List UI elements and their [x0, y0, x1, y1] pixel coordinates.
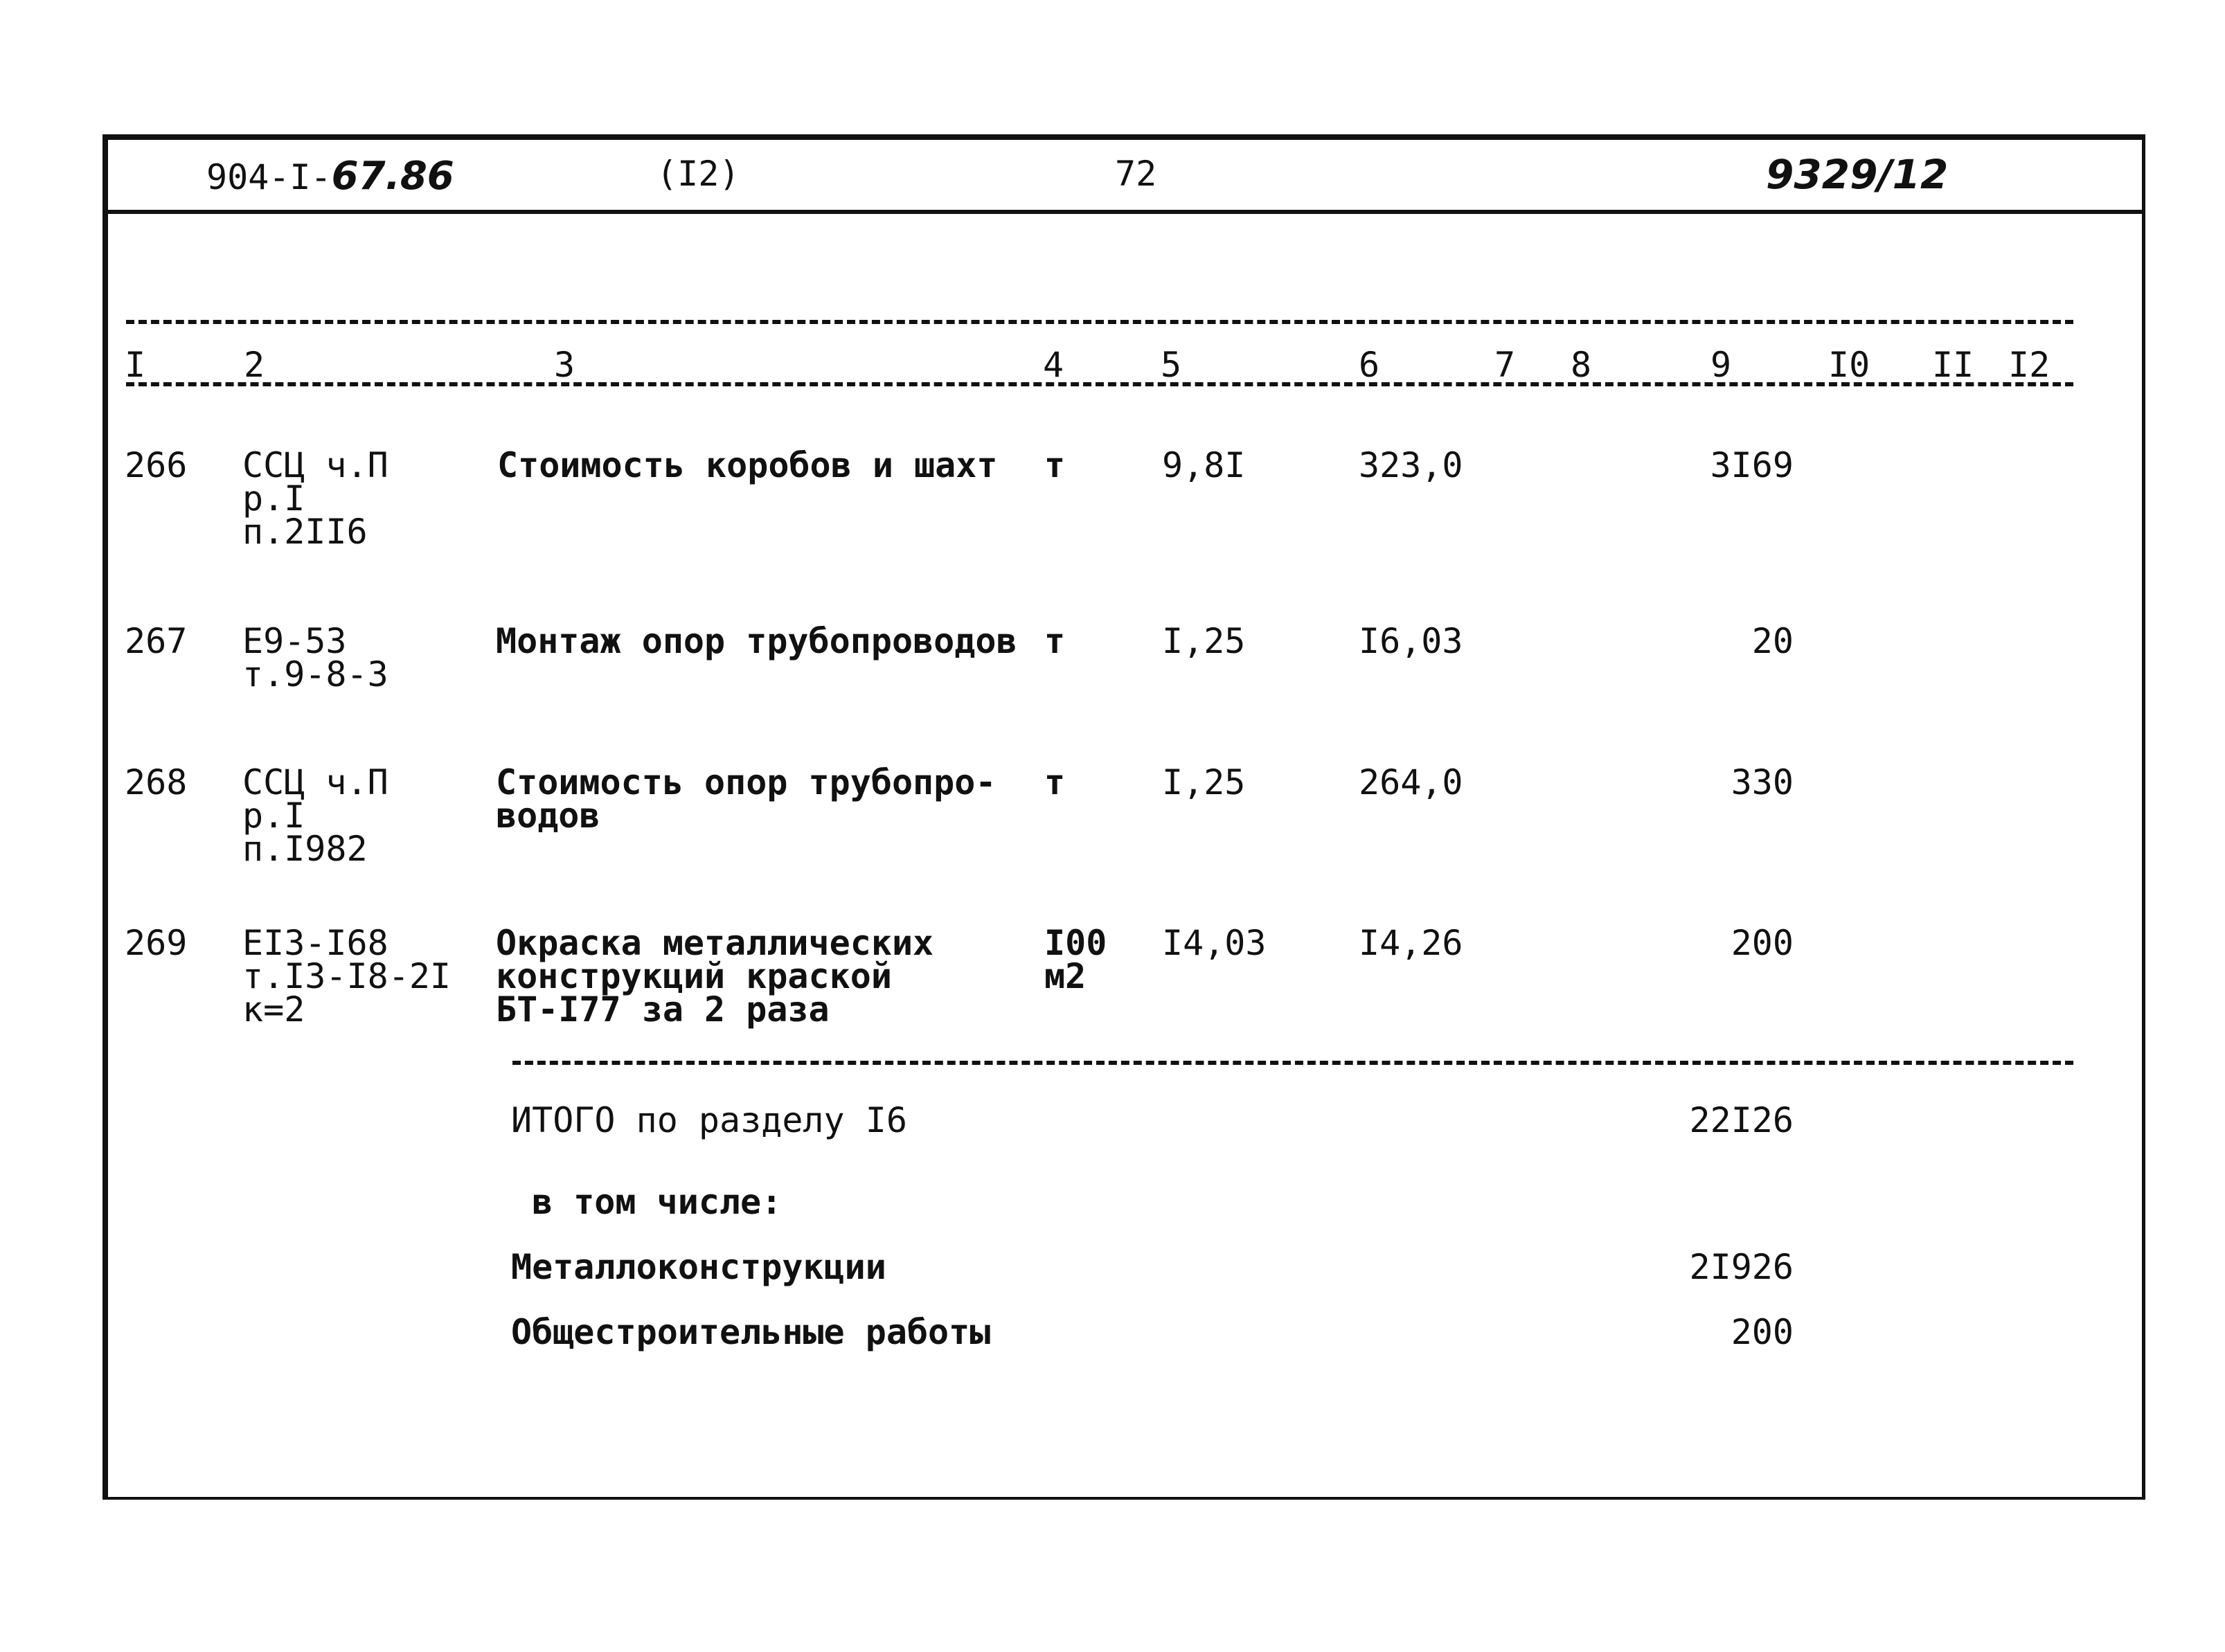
row-267-name: Монтаж опор трубопроводов	[496, 621, 1017, 661]
column-number-8: 8	[1571, 345, 1592, 385]
row-266-total: 3I69	[1710, 445, 1794, 485]
row-269-unit-price: I4,26	[1359, 923, 1463, 963]
column-number-7: 7	[1494, 345, 1516, 385]
metal-structures-value: 2I926	[1689, 1247, 1794, 1287]
summary-dash-rule	[512, 1061, 2073, 1065]
row-267-number: 267	[125, 621, 188, 661]
doc-code-handwritten: 67.86	[331, 154, 454, 199]
row-267-unit-price: I6,03	[1359, 621, 1463, 661]
column-number-10: I0	[1828, 345, 1870, 385]
column-number-11: II	[1932, 345, 1974, 385]
sheet-code: (I2)	[656, 154, 740, 194]
row-268-unit: т	[1044, 762, 1066, 802]
column-header-dash-rule	[126, 382, 2073, 386]
column-number-5: 5	[1161, 345, 1182, 385]
metal-structures-label: Металлоконструкции	[511, 1247, 886, 1287]
table-top-dash-rule	[126, 320, 2073, 324]
row-269-number: 269	[125, 923, 188, 963]
row-267-code: Е9-53 т.9-8-3	[242, 621, 388, 694]
row-266-code: ССЦ ч.П р.I п.2II6	[242, 445, 388, 552]
row-268-name: Стоимость опор трубопро- водов	[496, 762, 997, 836]
column-number-3: 3	[554, 345, 575, 385]
row-266-number: 266	[125, 445, 188, 485]
general-works-label: Общестроительные работы	[511, 1312, 991, 1352]
row-267-unit: т	[1044, 621, 1066, 661]
row-266-unit: т	[1044, 445, 1066, 485]
doc-code-printed: 904-I-	[206, 157, 332, 197]
doc-code	[206, 154, 454, 199]
column-number-6: 6	[1359, 345, 1380, 385]
registry-number: 9329/12	[1766, 151, 1949, 198]
row-268-quantity: I,25	[1162, 762, 1246, 802]
row-268-unit-price: 264,0	[1359, 762, 1463, 802]
row-269-name: Окраска металлических конструкций краской БТ-I77 за 2 раза	[496, 923, 934, 1030]
document-frame	[102, 134, 2145, 1500]
row-269-code: ЕI3-I68 т.I3-I8-2I к=2	[242, 923, 452, 1030]
column-number-12: I2	[2008, 345, 2050, 385]
row-268-code: ССЦ ч.П р.I п.I982	[242, 762, 388, 869]
row-269-unit: I00 м2	[1044, 923, 1107, 996]
column-number-4: 4	[1043, 345, 1064, 385]
including-label: в том числе:	[532, 1182, 783, 1222]
row-266-name: Стоимость коробов и шахт	[497, 445, 998, 485]
section-total-label: ИТОГО по разделу I6	[511, 1100, 907, 1140]
column-number-1: I	[125, 345, 146, 385]
column-number-9: 9	[1710, 345, 1732, 385]
page-number: 72	[1115, 154, 1157, 194]
section-total-value: 22I26	[1689, 1100, 1794, 1140]
row-266-quantity: 9,8I	[1162, 445, 1246, 485]
column-number-2: 2	[244, 345, 265, 385]
row-269-total: 200	[1731, 923, 1794, 963]
row-269-quantity: I4,03	[1162, 923, 1267, 963]
row-267-total: 20	[1751, 621, 1794, 661]
general-works-value: 200	[1731, 1312, 1794, 1352]
row-268-total: 330	[1731, 762, 1794, 802]
row-267-quantity: I,25	[1162, 621, 1246, 661]
row-268-number: 268	[125, 762, 188, 802]
row-266-unit-price: 323,0	[1359, 445, 1463, 485]
header-divider	[102, 210, 2145, 214]
